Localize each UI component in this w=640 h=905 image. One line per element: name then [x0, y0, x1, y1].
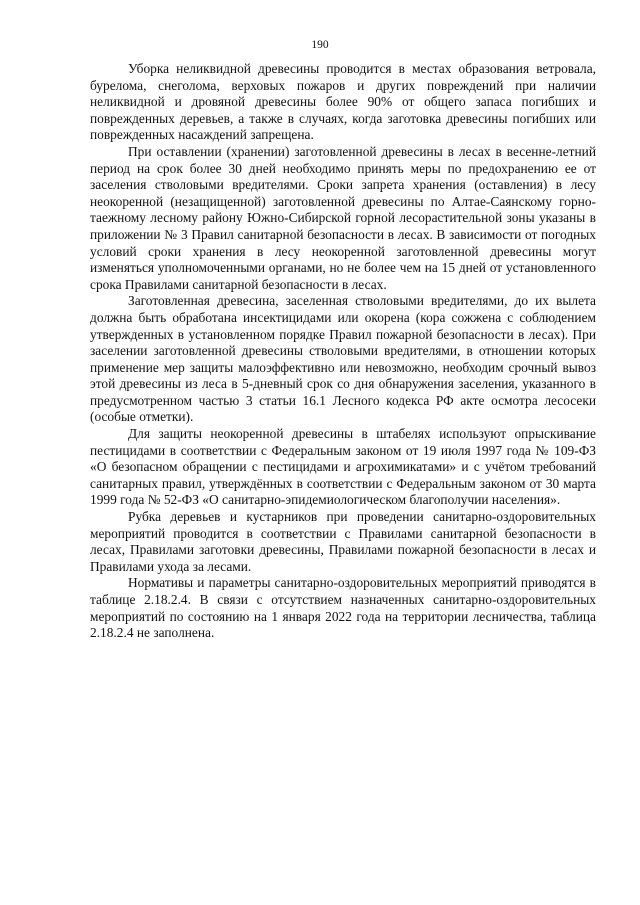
document-body: [90, 61, 596, 642]
paragraph-sanitary-felling: Рубка деревьев и кустарников при проведении санитарно-оздоровительных мероприятий проводится в соответствии с Правилами санитарной безопасности в лесах, Правилами заготовки древесины, Правилами пожарной безопасности в лесах и Правилами ухода за лесами.: [90, 509, 596, 574]
paragraph-infested-wood-treatment: Заготовленная древесина, заселенная стволовыми вредителями, до их вылета должна быть обработана инсектицидами или окорена (кора сожжена с соблюдением утвержденных в установленном порядке Правил пожарной безопасности в лесах). При заселении заготовленной древесины стволовыми вредителями, в отношении которых применение мер защиты малоэффективно или невозможно, необходим срочный вывоз этой древесины из леса в 5-дневный срок со дня обнаружения заселения, указанного в предусмотренном частью 3 статьи 16.1 Лесного кодекса РФ акте осмотра лесосеки (особые отметки).: [90, 293, 596, 425]
paragraph-pesticide-spraying: Для защиты неокоренной древесины в штабелях используют опрыскивание пестицидами в соответствии с Федеральным законом от 19 июля 1997 года № 109-ФЗ «О безопасном обращении с пестицидами и агрохимикатами» и с учётом требований санитарных правил, утверждённых в соответствии с Федеральным законом от 30 марта 1999 года № 52-ФЗ «О санитарно-эпидемиологическом благополучии населения».: [90, 426, 596, 508]
paragraph-illiquid-wood-cleanup: Уборка неликвидной древесины проводится в местах образования ветровала, бурелома, снеголома, верховых пожаров и других повреждений при наличии неликвидной и дровяной древесины более 90% от общего запаса погибших и поврежденных деревьев, а также в случаях, когда заготовка древесины погибших или поврежденных насаждений запрещена.: [90, 61, 596, 143]
paragraph-norms-table-reference: Нормативы и параметры санитарно-оздоровительных мероприятий приводятся в таблице 2.18.2.4. В связи с отсутствием назначенных санитарно-оздоровительных мероприятий по состоянию на 1 января 2022 года на территории лесничества, таблица 2.18.2.4 не заполнена.: [90, 575, 596, 641]
paragraph-wood-storage-terms: При оставлении (хранении) заготовленной древесины в лесах в весенне-летний период на срок более 30 дней необходимо принять меры по предохранению ее от заселения стволовыми вредителями. Сроки запрета хранения (оставления) в лесу неокоренной (незащищенной) заготовленной древесины по Алтае-Саянскому горно-таежному лесному району Южно-Сибирской горной лесорастительной зоны указаны в приложении № 3 Правил санитарной безопасности в лесах. В зависимости от погодных условий сроки хранения в лесу неокоренной заготовленной древесины могут изменяться уполномоченными органами, но не более чем на 15 дней от установленного срока Правилами санитарной безопасности в лесах.: [90, 143, 596, 292]
page-number: 190: [311, 39, 329, 51]
